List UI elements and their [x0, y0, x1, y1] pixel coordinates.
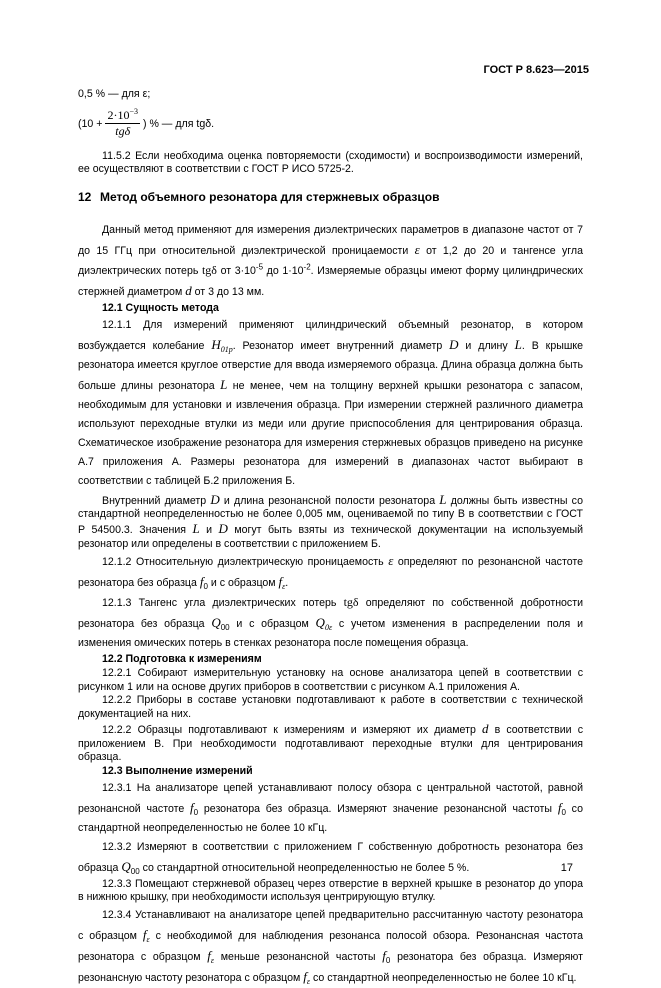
fraction-denominator: tgδ: [115, 124, 131, 139]
fraction-numerator: [105, 108, 140, 124]
symbol-fe-3-sub: ε: [210, 956, 215, 966]
para-12-1-2-c: и с образцом: [207, 577, 279, 590]
symbol-D-3: D: [218, 520, 228, 536]
para-inner-diameter: [78, 493, 583, 552]
intro-para-d-exp: -2: [303, 262, 311, 272]
symbol-H-sub: 01p: [220, 344, 233, 354]
section-title: Метод объемного резонатора для стержневых образцов: [100, 190, 440, 205]
symbol-f0-2: f: [190, 799, 194, 815]
para-12-1-2-d: .: [285, 577, 289, 590]
symbol-L-2: L: [220, 376, 228, 392]
para-12-3-4: [78, 905, 583, 988]
symbol-L-3: L: [439, 491, 447, 507]
heading-12-2: 12.2 Подготовка к измерениям: [102, 653, 262, 666]
symbol-fe-sub: ε: [282, 582, 286, 592]
symbol-f0-2-sub: 0: [193, 807, 199, 817]
para-12-1-3-b: определяют по собственной добротности резонатора без образца: [78, 597, 584, 631]
para-12-1-2-a: 12.1.2 Относительную диэлектрическую проницаемость: [102, 556, 389, 569]
symbol-Q00: Q: [211, 615, 221, 631]
section-heading: [78, 191, 583, 205]
para-inner-c: должны быть известны со стандартной неопределенностью не более 0,005 мм, оцениваемой по типу В в соответствии с ГОСТ Р 54500.3. Значения: [78, 494, 583, 536]
para-12-3-2-a: 12.3.2 Измеряют в соответствии с приложением Г собственную добротность резонатора без образца: [78, 840, 583, 874]
document-body: [78, 84, 583, 988]
symbol-f0-3-sub: 0: [561, 807, 566, 817]
para-12-3-1: [78, 779, 583, 838]
para-11-5-2: 11.5.2 Если необходима оценка повторяемости (сходимости) и воспроизводимости измерений, ее осуществляют в соответствии с ГОСТ Р ИСО 5725-2.: [78, 149, 583, 176]
para-12-2-1: 12.2.1 Собирают измерительную установку на основе анализатора цепей в соответствии с рисунком 1 или на основе других приборов в соответствии с рисунком А.1 приложения А.: [78, 667, 583, 693]
symbol-fe-3: f: [207, 948, 211, 964]
symbol-f0-3: f: [557, 799, 562, 815]
symbol-tgd: tgδ: [201, 262, 217, 277]
symbol-fe-4-sub: ε: [306, 977, 311, 987]
symbol-fe-2: f: [142, 927, 147, 943]
symbol-fe-2-sub: ε: [146, 935, 150, 945]
intro-line-1: [78, 88, 583, 102]
para-12-3-2-b: со стандартной относительной неопределенностью не более 5 %.: [139, 861, 470, 874]
para-12-1-1: [78, 316, 583, 491]
para-12-3-4-c: меньше резонансной частоты: [214, 951, 383, 964]
para-12-2-2a: 12.2.2 Приборы в составе установки подготавливают к работе в соответствии с технической документацией на них.: [78, 694, 583, 721]
para-inner-a: Внутренний диаметр: [102, 494, 211, 507]
para-12-1-3-a: 12.1.3 Тангенс угла диэлектрических потерь: [102, 597, 344, 610]
standard-header: ГОСТ Р 8.623—2015: [483, 64, 589, 76]
para-12-3-4-d: резонатора без образца. Измеряют резонансную частоту резонатора с образцом: [78, 951, 583, 985]
para-12-2-2b-a: 12.2.2 Образцы подготавливают к измерениям и измеряют их диаметр: [102, 723, 482, 736]
para-12-3-1-b: резонатора без образца. Измеряют значение резонансной частоты: [198, 802, 558, 815]
symbol-eps: ε: [414, 241, 420, 257]
symbol-Q00-2-sub: 00: [130, 866, 140, 876]
para-inner-e: могут быть взяты из технической документации на используемый резонатор или определены в соответствии с приложением Б.: [78, 523, 583, 550]
symbol-Q00-2: Q: [121, 858, 131, 874]
para-12-1-2-b: определяют по резонансной частоте резонатора без образца: [78, 556, 583, 590]
symbol-f0: f: [199, 574, 204, 590]
fraction-numerator-text: 2·10: [107, 108, 130, 123]
para-12-2-2b: [78, 722, 583, 765]
intro-formula: [78, 104, 583, 144]
symbol-L: L: [514, 336, 522, 352]
symbol-D: D: [449, 336, 459, 352]
para-12-3-4-b: с необходимой для наблюдения резонанса полосой обзора. Резонансная частота резонатора с образцом: [78, 930, 583, 964]
para-12-1-1-e: не менее, чем на толщину верхней крышки резонатора с запасом, необходимым для установки и извлечения образца. При измерении стержней различного диаметра используют переходные втулки из меди или другие приспособления для центрирования образца. Схематическое изображение резонатора для измерения стержневых образцов приведено на рисунке А.7 приложения А. Размеры резонатора для измерений в диапазонах частот выбирают в соответствии с таблицей Б.2 приложения Б.: [78, 379, 583, 487]
symbol-d-2: d: [481, 720, 489, 736]
intro-para-c: от 3·10: [216, 264, 256, 277]
symbol-fe-4: f: [303, 969, 307, 985]
para-12-3-2: [78, 838, 583, 878]
para-12-3-4-e: со стандартной неопределенностью не более 10 кГц.: [310, 972, 577, 985]
symbol-f0-sub: 0: [203, 582, 208, 592]
formula-close: ) % — для tgδ.: [142, 117, 215, 130]
para-12-1-1-a: 12.1.1 Для измерений применяют цилиндрический объемный резонатор, в котором возбуждается колебание: [78, 318, 583, 352]
symbol-eps-2: ε: [388, 553, 394, 569]
para-inner-d: и: [199, 523, 219, 536]
intro-para-d: до 1·10: [263, 264, 304, 277]
symbol-d: d: [185, 282, 192, 298]
intro-para-a: Данный метод применяют для измерения диэлектрических параметров в диапазоне частот от 7 до 15 ГГц при относительной диэлектрической проницаемости: [78, 223, 583, 257]
para-12-3-1-c: со стандартной неопределенностью не более 10 кГц.: [78, 802, 583, 834]
para-inner-b: и длина резонансной полости резонатора: [219, 494, 440, 507]
para-12-3-1-a: 12.3.1 На анализаторе цепей устанавливают полосу обзора с центральной частотой, равной резонансной частоте: [78, 781, 583, 815]
symbol-Q00-sub: 00: [220, 623, 230, 633]
section-intro-para: [78, 221, 583, 302]
symbol-H: H: [211, 336, 221, 352]
intro-para-b: от 1,2 до 20 и тангенсе угла диэлектрических потерь: [78, 244, 583, 277]
para-12-3-3: 12.3.3 Помещают стержневой образец через отверстие в верхней крышке в резонатор до упора в нижнюю крышку, при необходимости используя центрирующую втулку.: [78, 877, 583, 904]
section-number: 12: [78, 190, 92, 205]
intro-para-e: . Измеряемые образцы имеют форму цилиндрических стержней диаметром: [78, 264, 583, 298]
intro-para-c-exp: -5: [255, 262, 264, 272]
para-12-3-4-a: 12.3.4 Устанавливают на анализаторе цепей предварительно рассчитанную частоту резонатора с образцом: [78, 909, 583, 943]
symbol-D-2: D: [210, 491, 220, 507]
symbol-fe: f: [278, 574, 283, 590]
symbol-f0-4: f: [382, 948, 386, 964]
fraction-exponent: −3: [129, 107, 138, 117]
heading-12-3: 12.3 Выполнение измерений: [102, 764, 253, 777]
symbol-L-4: L: [192, 520, 200, 536]
para-12-1-1-b: . Резонатор имеет внутренний диаметр: [232, 339, 450, 352]
page-number: 17: [560, 862, 573, 874]
symbol-f0-4-sub: 0: [385, 956, 391, 966]
para-12-1-1-c: и длину: [458, 339, 515, 352]
para-12-1-1-d: . В крышке резонатора имеется круглое отверстие для ввода измеряемого образца. Длина образца должна быть больше длины резонатора: [78, 339, 583, 392]
symbol-Q0e-sub: 0ε: [324, 623, 333, 633]
heading-12-1: 12.1 Сущность метода: [102, 301, 219, 314]
para-12-1-2: [78, 551, 583, 593]
symbol-Q0e: Q: [315, 615, 325, 631]
para-12-2-2b-b: в соответствии с приложением В. При необходимости подготавливают переходные втулки для центрирования образца.: [78, 723, 584, 764]
para-12-1-3-d: с учетом изменения в распределении поля и изменения омических потерь в стенках резонатора после помещения образца.: [78, 618, 583, 650]
intro-para-f: от 3 до 13 мм.: [191, 285, 265, 298]
formula-fraction: [105, 108, 140, 139]
para-12-1-3-c: и с образцом: [229, 618, 316, 631]
para-12-1-3: [78, 593, 583, 653]
symbol-tgd-2: tgδ: [343, 595, 359, 610]
intro-line-1-text: 0,5 % — для ε;: [78, 88, 151, 100]
formula-open: (10 +: [78, 117, 103, 130]
